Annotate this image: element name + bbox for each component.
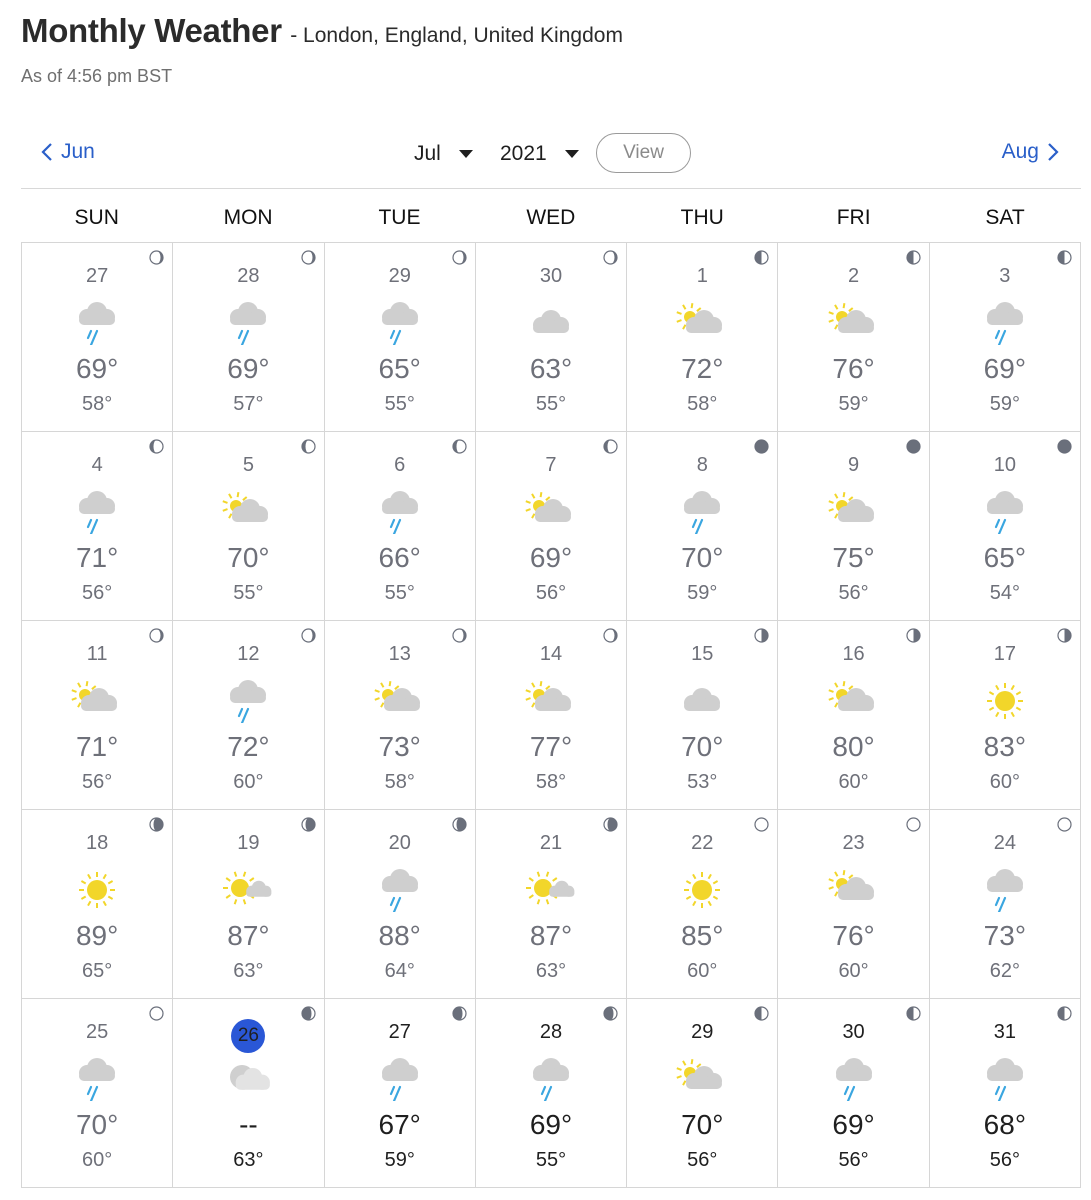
cloud-icon xyxy=(674,679,730,723)
partly-cloudy-icon xyxy=(674,1057,730,1101)
high-temperature: 77° xyxy=(529,731,573,762)
waning-gibbous-moon-icon xyxy=(452,1006,467,1021)
rain-cloud-icon xyxy=(523,1057,579,1101)
rain-cloud-icon xyxy=(977,1057,1033,1101)
low-temperature: 55° xyxy=(233,582,264,604)
weekday-label: FRI xyxy=(836,206,871,229)
waning-crescent-moon-icon xyxy=(149,439,164,454)
waxing-crescent-moon-icon xyxy=(301,250,316,265)
high-temperature: 67° xyxy=(378,1109,421,1140)
low-temperature: 58° xyxy=(535,771,567,793)
low-temperature: 56° xyxy=(535,582,567,604)
new-moon-icon xyxy=(906,439,921,454)
low-temperature: 59° xyxy=(989,393,1020,415)
high-temperature: 63° xyxy=(529,353,573,384)
low-temperature: 59° xyxy=(384,1149,415,1171)
low-temperature: 60° xyxy=(989,771,1020,793)
partly-cloudy-icon xyxy=(523,490,579,534)
high-temperature: 69° xyxy=(75,353,119,384)
waxing-crescent-moon-icon xyxy=(149,250,164,265)
rain-cloud-icon xyxy=(674,490,730,534)
calendar-day-cell[interactable] xyxy=(476,243,627,432)
month-select-value: Jul xyxy=(414,142,441,165)
weekday-label: THU xyxy=(680,206,724,229)
rain-cloud-icon xyxy=(372,868,428,912)
low-temperature: 56° xyxy=(687,1149,718,1171)
high-temperature: 73° xyxy=(378,731,421,762)
calendar-day-cell[interactable] xyxy=(325,432,476,621)
day-number: 31 xyxy=(993,1021,1016,1043)
calendar-day-cell[interactable] xyxy=(627,810,778,999)
high-temperature: 69° xyxy=(529,1109,573,1140)
calendar-day-cell[interactable] xyxy=(173,621,324,810)
low-temperature: 63° xyxy=(233,1149,264,1171)
day-number: 6 xyxy=(394,454,406,476)
high-temperature: 76° xyxy=(832,353,875,384)
weekday-label: WED xyxy=(526,206,576,229)
day-number: 30 xyxy=(842,1021,865,1043)
high-temperature: 80° xyxy=(832,731,875,762)
day-number: 29 xyxy=(388,265,411,287)
view-button[interactable]: View xyxy=(596,133,691,173)
full-moon-icon xyxy=(906,817,921,832)
low-temperature: 55° xyxy=(535,1149,567,1171)
calendar-day-cell[interactable] xyxy=(778,621,929,810)
calendar-day-cell[interactable] xyxy=(22,243,173,432)
low-temperature: 59° xyxy=(687,582,718,604)
high-temperature: 73° xyxy=(983,920,1027,951)
waning-crescent-moon-icon xyxy=(603,439,618,454)
rain-cloud-icon xyxy=(977,490,1033,534)
rain-cloud-icon xyxy=(69,301,125,345)
day-number: 18 xyxy=(86,832,109,854)
low-temperature: 57° xyxy=(233,393,264,415)
full-moon-icon xyxy=(1057,817,1072,832)
partly-cloudy-icon xyxy=(372,679,428,723)
day-number: 5 xyxy=(242,454,254,476)
waxing-gibbous-moon-icon xyxy=(452,817,467,832)
calendar-day-cell[interactable] xyxy=(476,999,627,1188)
calendar-day-cell[interactable] xyxy=(627,243,778,432)
calendar-day-cell[interactable] xyxy=(325,621,476,810)
waxing-gibbous-moon-icon xyxy=(301,817,316,832)
weekday-label: SUN xyxy=(74,206,119,229)
calendar-day-cell[interactable] xyxy=(476,621,627,810)
rain-cloud-icon xyxy=(69,1057,125,1101)
chevron-right-icon xyxy=(1047,142,1059,162)
calendar-grid xyxy=(21,242,1081,1188)
calendar-day-cell[interactable] xyxy=(476,810,627,999)
calendar-day-cell-today[interactable] xyxy=(173,999,324,1188)
caret-down-icon xyxy=(565,150,579,158)
sun-icon xyxy=(977,679,1033,723)
chevron-left-icon xyxy=(41,142,53,162)
low-temperature: 56° xyxy=(82,771,113,793)
partly-cloudy-icon xyxy=(674,301,730,345)
day-number: 21 xyxy=(539,832,563,854)
new-moon-icon xyxy=(1057,439,1072,454)
weekday-label: MON xyxy=(223,206,273,229)
partly-cloudy-icon xyxy=(826,301,882,345)
partly-cloudy-icon xyxy=(826,490,882,534)
year-select[interactable] xyxy=(500,142,579,166)
day-number: 11 xyxy=(86,643,108,665)
month-select[interactable] xyxy=(414,142,473,166)
calendar-day-cell[interactable] xyxy=(930,243,1081,432)
updated-timestamp: As of 4:56 pm BST xyxy=(21,66,173,86)
mostly-sunny-icon xyxy=(220,868,276,912)
low-temperature: 55° xyxy=(384,582,415,604)
next-month-label: Aug xyxy=(1001,140,1039,163)
day-number: 28 xyxy=(237,265,260,287)
day-number: 29 xyxy=(691,1021,714,1043)
calendar-day-cell[interactable] xyxy=(173,810,324,999)
year-select-value: 2021 xyxy=(500,142,547,165)
day-number: 8 xyxy=(696,454,708,476)
day-number: 3 xyxy=(999,265,1011,287)
rain-cloud-icon xyxy=(977,301,1033,345)
high-temperature: 85° xyxy=(681,920,724,951)
day-number: 27 xyxy=(388,1021,411,1043)
calendar-day-cell[interactable] xyxy=(22,999,173,1188)
waxing-crescent-moon-icon xyxy=(603,628,618,643)
high-temperature: 69° xyxy=(983,353,1027,384)
last-quarter-moon-icon xyxy=(906,1006,921,1021)
high-temperature: 69° xyxy=(227,353,270,384)
first-quarter-moon-icon xyxy=(754,628,769,643)
waxing-crescent-moon-icon xyxy=(301,628,316,643)
day-number: 1 xyxy=(696,265,708,287)
low-temperature: 62° xyxy=(989,960,1020,982)
partly-cloudy-icon xyxy=(523,679,579,723)
rain-cloud-icon xyxy=(826,1057,882,1101)
calendar-day-cell[interactable] xyxy=(325,810,476,999)
day-number: 16 xyxy=(842,643,865,665)
day-number: 17 xyxy=(993,643,1016,665)
day-number: 2 xyxy=(848,265,860,287)
calendar-day-cell[interactable] xyxy=(22,432,173,621)
high-temperature: 70° xyxy=(681,542,724,573)
high-temperature: 69° xyxy=(529,542,573,573)
cloud-icon xyxy=(523,301,579,345)
calendar-day-cell[interactable] xyxy=(173,432,324,621)
partly-cloudy-icon xyxy=(220,490,276,534)
partly-cloudy-icon xyxy=(69,679,125,723)
calendar-day-cell[interactable] xyxy=(930,999,1081,1188)
next-month-link[interactable] xyxy=(1002,140,1059,164)
low-temperature: 55° xyxy=(535,393,567,415)
high-temperature: 72° xyxy=(681,353,724,384)
calendar-day-cell[interactable] xyxy=(627,432,778,621)
calendar-day-cell[interactable] xyxy=(778,999,929,1188)
previous-month-link[interactable] xyxy=(41,140,95,164)
rain-cloud-icon xyxy=(372,1057,428,1101)
day-number: 25 xyxy=(86,1021,109,1043)
calendar-day-cell[interactable] xyxy=(325,999,476,1188)
calendar-day-cell[interactable] xyxy=(930,432,1081,621)
high-temperature: 66° xyxy=(378,542,421,573)
high-temperature: 70° xyxy=(681,731,724,762)
last-quarter-moon-icon xyxy=(1057,1006,1072,1021)
low-temperature: 60° xyxy=(838,771,869,793)
page-header xyxy=(21,12,623,50)
day-number: 24 xyxy=(993,832,1016,854)
calendar-day-cell[interactable] xyxy=(476,432,627,621)
rain-cloud-icon xyxy=(977,868,1033,912)
calendar-day-cell[interactable] xyxy=(778,243,929,432)
location-label: - London, England, United Kingdom xyxy=(290,24,623,47)
day-number: 27 xyxy=(86,265,109,287)
day-number: 14 xyxy=(539,643,563,665)
low-temperature: 56° xyxy=(989,1149,1020,1171)
high-temperature: 65° xyxy=(983,542,1027,573)
low-temperature: 58° xyxy=(82,393,113,415)
high-temperature: -- xyxy=(239,1109,258,1140)
month-navigation xyxy=(21,120,1081,189)
rain-cloud-icon xyxy=(69,490,125,534)
low-temperature: 56° xyxy=(838,582,869,604)
last-quarter-moon-icon xyxy=(754,250,769,265)
weekday-label: SAT xyxy=(985,206,1025,229)
weekday-header xyxy=(21,206,1081,240)
low-temperature: 63° xyxy=(233,960,264,982)
day-number: 28 xyxy=(539,1021,563,1043)
high-temperature: 87° xyxy=(529,920,573,951)
low-temperature: 63° xyxy=(535,960,567,982)
first-quarter-moon-icon xyxy=(1057,628,1072,643)
high-temperature: 71° xyxy=(75,542,119,573)
full-moon-icon xyxy=(754,817,769,832)
high-temperature: 68° xyxy=(983,1109,1027,1140)
full-moon-icon xyxy=(149,1006,164,1021)
high-temperature: 88° xyxy=(378,920,421,951)
new-moon-icon xyxy=(754,439,769,454)
high-temperature: 83° xyxy=(983,731,1027,762)
previous-month-label: Jun xyxy=(61,140,95,163)
day-number: 23 xyxy=(842,832,865,854)
low-temperature: 56° xyxy=(82,582,113,604)
waning-gibbous-moon-icon xyxy=(301,1006,316,1021)
calendar-day-cell[interactable] xyxy=(778,810,929,999)
waxing-crescent-moon-icon xyxy=(452,628,467,643)
high-temperature: 87° xyxy=(227,920,270,951)
calendar-day-cell[interactable] xyxy=(627,999,778,1188)
low-temperature: 58° xyxy=(687,393,718,415)
page-title: Monthly Weather xyxy=(21,12,282,49)
calendar-day-cell[interactable] xyxy=(930,810,1081,999)
calendar-day-cell[interactable] xyxy=(778,432,929,621)
low-temperature: 64° xyxy=(384,960,415,982)
last-quarter-moon-icon xyxy=(906,250,921,265)
day-number: 13 xyxy=(388,643,411,665)
low-temperature: 60° xyxy=(687,960,718,982)
day-number: 4 xyxy=(91,454,103,476)
low-temperature: 59° xyxy=(838,393,869,415)
mostly-sunny-icon xyxy=(523,868,579,912)
waning-crescent-moon-icon xyxy=(452,439,467,454)
rain-cloud-icon xyxy=(372,490,428,534)
high-temperature: 72° xyxy=(227,731,270,762)
rain-cloud-icon xyxy=(220,679,276,723)
low-temperature: 60° xyxy=(838,960,869,982)
low-temperature: 58° xyxy=(384,771,415,793)
low-temperature: 53° xyxy=(687,771,718,793)
sun-icon xyxy=(69,868,125,912)
calendar-day-cell[interactable] xyxy=(22,810,173,999)
calendar-day-cell[interactable] xyxy=(22,621,173,810)
waxing-crescent-moon-icon xyxy=(452,250,467,265)
rain-cloud-icon xyxy=(372,301,428,345)
rain-cloud-icon xyxy=(220,301,276,345)
high-temperature: 71° xyxy=(75,731,119,762)
calendar-day-cell[interactable] xyxy=(930,621,1081,810)
first-quarter-moon-icon xyxy=(906,628,921,643)
day-number: 26 xyxy=(231,1019,265,1053)
day-number: 20 xyxy=(388,832,411,854)
partly-cloudy-icon xyxy=(826,868,882,912)
day-number: 10 xyxy=(993,454,1016,476)
caret-down-icon xyxy=(459,150,473,158)
calendar-day-cell[interactable] xyxy=(627,621,778,810)
high-temperature: 65° xyxy=(378,353,421,384)
waxing-crescent-moon-icon xyxy=(149,628,164,643)
last-quarter-moon-icon xyxy=(1057,250,1072,265)
night-cloud-icon xyxy=(220,1057,276,1101)
calendar-day-cell[interactable] xyxy=(325,243,476,432)
low-temperature: 55° xyxy=(384,393,415,415)
low-temperature: 54° xyxy=(989,582,1020,604)
day-number: 12 xyxy=(237,643,260,665)
high-temperature: 89° xyxy=(75,920,119,951)
day-number: 9 xyxy=(848,454,860,476)
high-temperature: 76° xyxy=(832,920,875,951)
day-number: 19 xyxy=(237,832,260,854)
partly-cloudy-icon xyxy=(826,679,882,723)
high-temperature: 69° xyxy=(832,1109,875,1140)
sun-icon xyxy=(674,868,730,912)
low-temperature: 60° xyxy=(233,771,264,793)
low-temperature: 65° xyxy=(82,960,113,982)
low-temperature: 60° xyxy=(82,1149,113,1171)
day-number: 30 xyxy=(539,265,563,287)
waxing-gibbous-moon-icon xyxy=(603,817,618,832)
waxing-gibbous-moon-icon xyxy=(149,817,164,832)
low-temperature: 56° xyxy=(838,1149,869,1171)
high-temperature: 70° xyxy=(681,1109,724,1140)
day-number: 15 xyxy=(691,643,714,665)
waning-gibbous-moon-icon xyxy=(603,1006,618,1021)
day-number: 22 xyxy=(691,832,714,854)
last-quarter-moon-icon xyxy=(754,1006,769,1021)
high-temperature: 70° xyxy=(75,1109,119,1140)
calendar-day-cell[interactable] xyxy=(173,243,324,432)
high-temperature: 75° xyxy=(832,542,875,573)
weekday-label: TUE xyxy=(378,206,421,229)
waxing-crescent-moon-icon xyxy=(603,250,618,265)
day-number: 7 xyxy=(545,454,557,476)
waning-crescent-moon-icon xyxy=(301,439,316,454)
high-temperature: 70° xyxy=(227,542,270,573)
